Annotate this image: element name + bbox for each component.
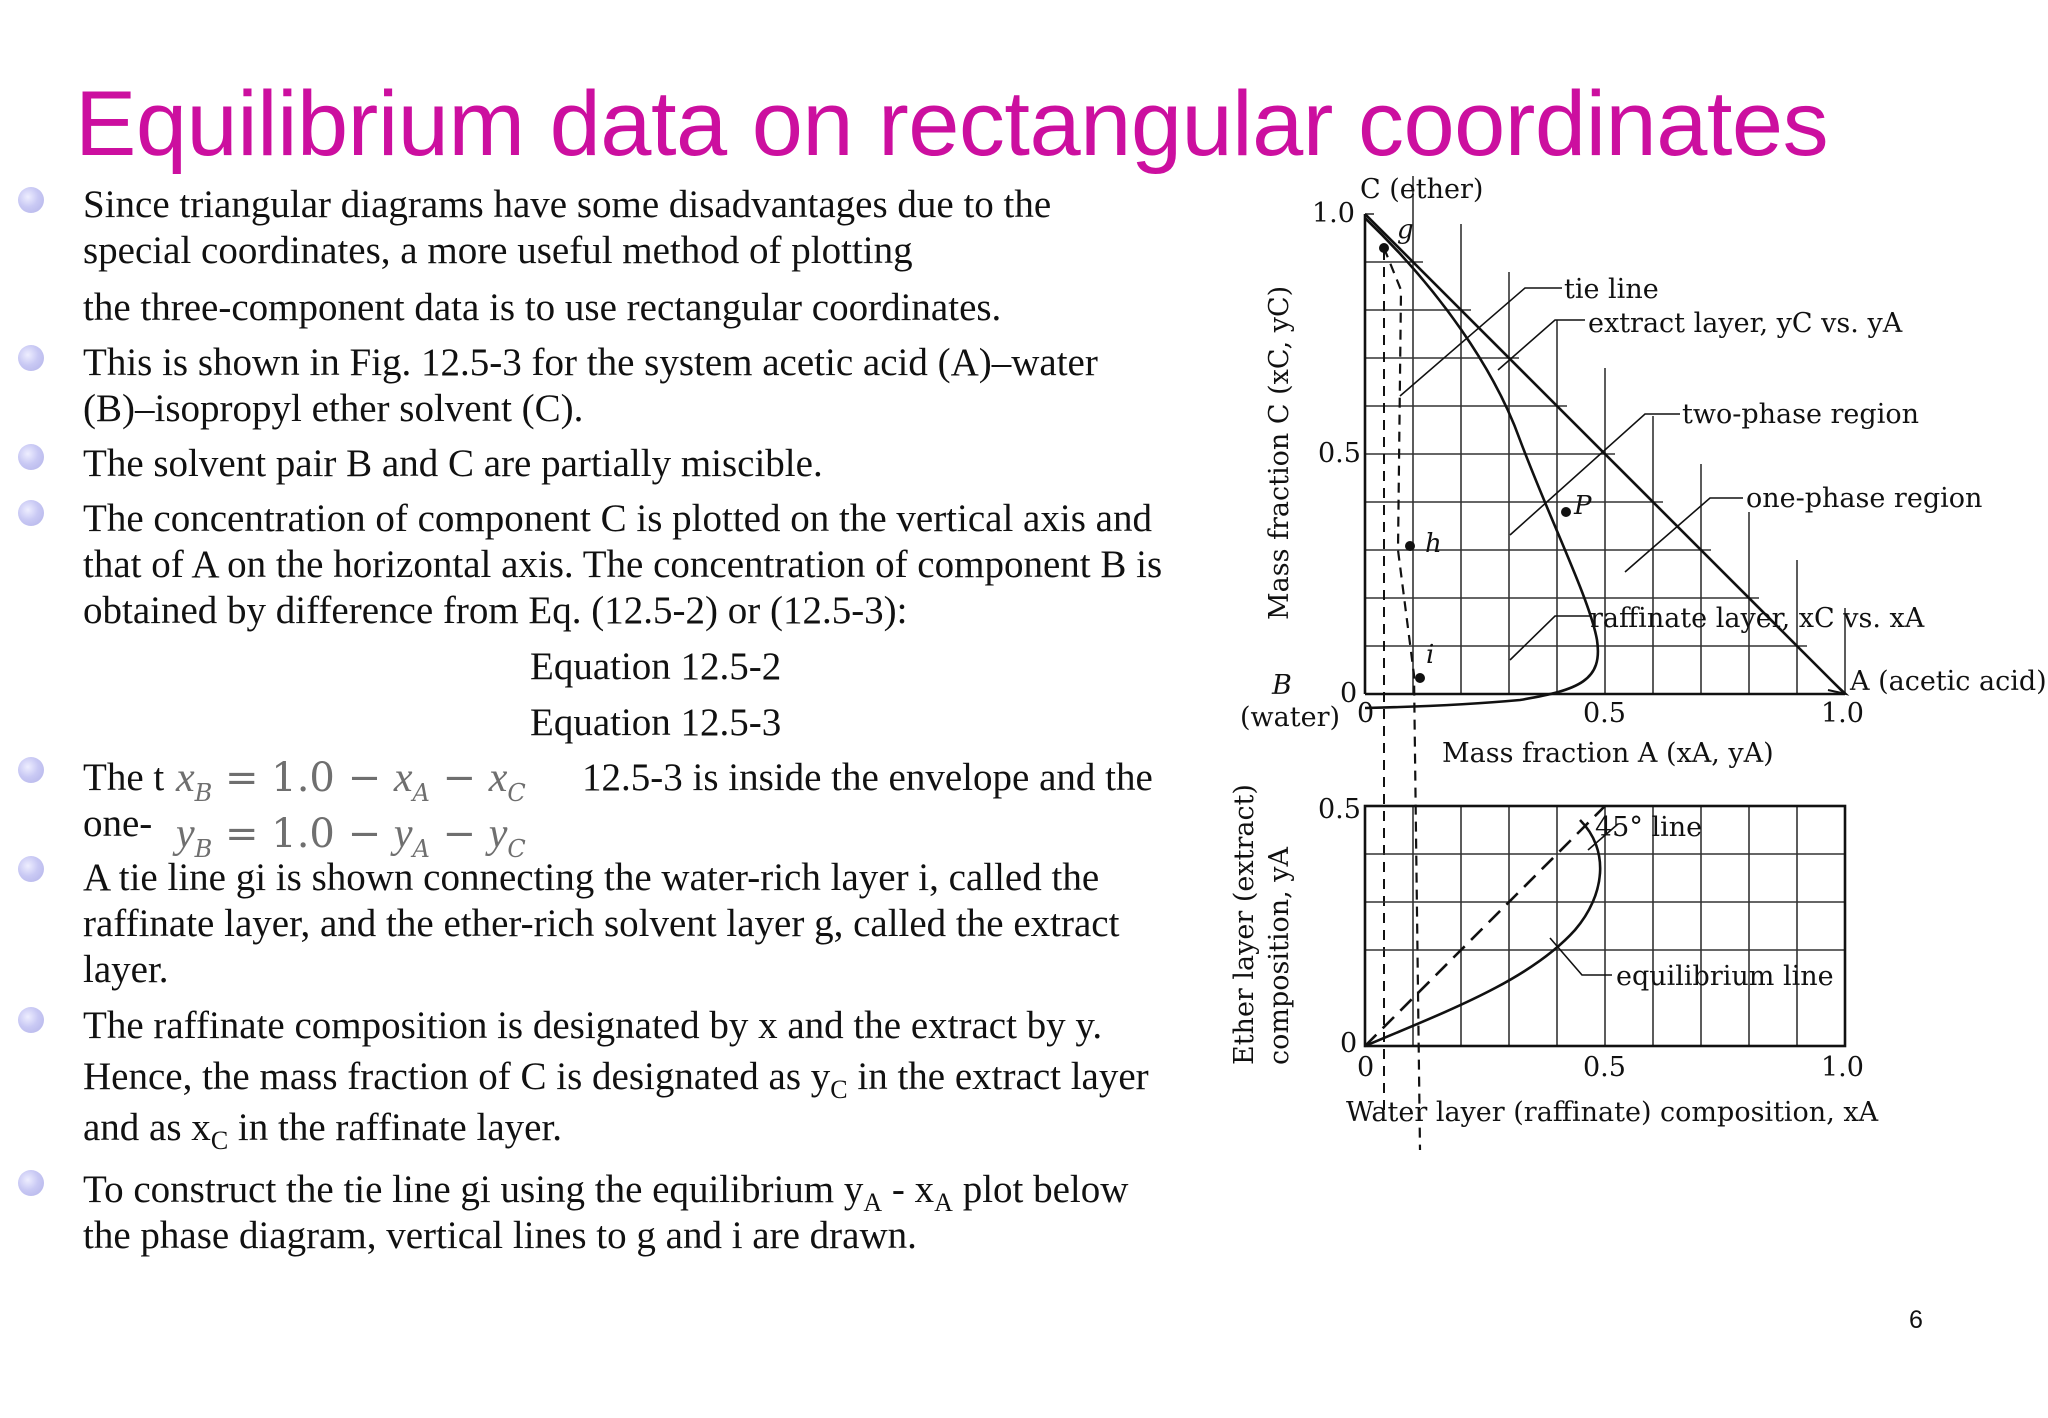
bottom-y-axis-label-1: Ether layer (extract) [1229,784,1260,1065]
label-corner-b-water: (water) [1240,702,1341,733]
bullet-6-line-2: raffinate layer, and the ether-rich solvent layer g, called the extract [83,902,1120,945]
leader-raffinate [1510,616,1590,660]
label-point-i: i [1426,640,1435,670]
label-raffinate-layer: raffinate layer, xC vs. xA [1590,603,1925,634]
bullet-5-line-1-start: The t [83,756,165,799]
b8-sub1: A [863,1188,883,1217]
label-45-line: 45° line [1595,812,1703,843]
b7-l3a: and as x [83,1106,211,1149]
b8-a: To construct the tie line gi using the equilibrium y [83,1168,864,1211]
bullet-4-line-2: that of A on the horizontal axis. The concentration of component B is [83,543,1163,586]
top-ytick-0-5: 0.5 [1318,438,1361,469]
eq2-t2-sub: C [507,835,526,863]
page-number: 6 [1909,1306,1923,1334]
leader-two-phase [1510,414,1680,535]
bullet-marker-6 [18,856,44,882]
b8-b: - x [882,1168,935,1211]
bullet-marker-4 [18,500,44,526]
bottom-xtick-1-0: 1.0 [1821,1052,1864,1083]
bottom-y-axis-label-2: composition, yA [1264,846,1295,1065]
bullet-8-line-1 [83,1168,1128,1216]
top-y-axis-label: Mass fraction C (xC, yC) [1264,285,1295,620]
bullet-5-line-1-end: 12.5-3 is inside the envelope and the [582,756,1153,799]
equation-label-12-5-2: Equation 12.5-2 [530,645,782,688]
eq1-op2: − [429,755,489,801]
equation-12-5-3 [172,812,530,861]
bottom-ytick-0-5: 0.5 [1318,794,1361,825]
bullet-marker-1 [18,187,44,213]
eq2-op2: − [429,811,489,857]
label-two-phase: two-phase region [1682,399,1919,430]
eq2-t1: y [393,811,413,857]
leader-tie-line [1400,288,1562,396]
top-ytick-0: 0 [1340,678,1358,709]
bottom-annotation-leaders [1550,824,1618,975]
point-g [1379,243,1389,253]
bullet-7-line-3 [83,1106,562,1154]
eq1-lhs: x [176,755,195,801]
bullet-4-line-1: The concentration of component C is plotted on the vertical axis and [83,497,1152,540]
label-point-h: h [1425,529,1442,559]
label-equilibrium-line: equilibrium line [1616,961,1834,992]
eq2-lhs-sub: B [194,835,213,863]
top-xtick-0-5: 0.5 [1583,698,1626,729]
equation-label-12-5-3: Equation 12.5-3 [530,701,782,744]
bullet-1-line-3: the three-component data is to use rectangular coordinates. [83,286,1002,329]
leader-one-phase [1625,498,1743,572]
label-extract-layer: extract layer, yC vs. yA [1588,308,1903,339]
label-one-phase: one-phase region [1746,483,1983,514]
b7-l3-sub: C [210,1126,229,1155]
point-p [1561,507,1571,517]
bottom-xtick-0: 0 [1357,1052,1375,1083]
top-x-axis-label: Mass fraction A (xA, yA) [1442,738,1774,769]
b7-l2a: Hence, the mass fraction of C is designated as y [83,1055,831,1098]
phase-envelope-curve [1365,218,1598,708]
label-tie-line: tie line [1564,274,1659,305]
top-xtick-1-0: 1.0 [1821,698,1864,729]
label-corner-a: A (acetic acid) [1850,666,2047,697]
bullet-7-line-1: The raffinate composition is designated by x and the extract by y. [83,1004,1103,1047]
line-45-degree [1365,806,1605,1046]
slide-title: Equilibrium data on rectangular coordinates [75,73,1829,175]
bottom-x-axis-label: Water layer (raffinate) composition, xA [1346,1097,1879,1128]
bullet-1-line-1: Since triangular diagrams have some disadvantages due to the [83,183,1052,226]
eq1-t2: x [488,755,508,801]
label-corner-b: B [1272,670,1292,701]
top-ytick-1-0: 1.0 [1312,198,1355,229]
eq1-lhs-sub: B [194,779,213,807]
top-xtick-0: 0 [1357,698,1375,729]
bullet-5-line-2-start: one- [83,802,153,845]
eq2-t2: y [488,811,508,857]
leader-equilibrium [1550,938,1612,975]
eq2-t1-sub: A [412,835,430,863]
bullet-6-line-1: A tie line gi is shown connecting the water-rich layer i, called the [83,856,1100,899]
leader-extract-layer [1498,320,1585,370]
point-i [1415,673,1425,683]
bottom-ytick-0: 0 [1340,1028,1358,1059]
b7-l2-sub: C [830,1075,848,1104]
phase-diagram-figure [1220,160,2048,1150]
bullet-1-line-2: special coordinates, a more useful method of plotting [83,229,913,272]
b7-l2b: in the extract layer [847,1055,1149,1098]
label-point-g: g [1397,215,1414,245]
eq2-op1: = 1.0 − [212,811,394,857]
eq1-op1: = 1.0 − [212,755,394,801]
point-h [1405,541,1415,551]
eq1-t1-sub: A [412,779,430,807]
eq1-t2-sub: C [507,779,526,807]
b7-l3b: in the raffinate layer. [228,1106,563,1149]
bullet-2-line-1: This is shown in Fig. 12.5-3 for the system acetic acid (A)–water [83,341,1098,384]
b8-sub2: A [934,1188,953,1217]
label-c-ether: C (ether) [1360,174,1484,205]
bullet-marker-2 [18,345,44,371]
bullet-marker-7 [18,1007,44,1033]
eq2-lhs: y [176,811,195,857]
eq1-t1: x [393,755,413,801]
bullet-marker-8 [18,1170,44,1196]
equation-12-5-2 [172,756,530,805]
bullet-8-line-2: the phase diagram, vertical lines to g and i are drawn. [83,1214,917,1257]
bullet-7-line-2 [83,1055,1149,1103]
bullet-2-line-2: (B)–isopropyl ether solvent (C). [83,387,584,430]
bullet-6-line-3: layer. [83,948,169,991]
bullet-4-line-3: obtained by difference from Eq. (12.5-2) or (12.5-3): [83,589,908,632]
b8-c: plot below [952,1168,1129,1211]
bottom-xtick-0-5: 0.5 [1583,1052,1626,1083]
bullet-marker-3 [18,444,44,470]
label-point-p: P [1574,491,1592,521]
bullet-3-line-1: The solvent pair B and C are partially miscible. [83,442,823,485]
bullet-marker-5 [18,757,44,783]
